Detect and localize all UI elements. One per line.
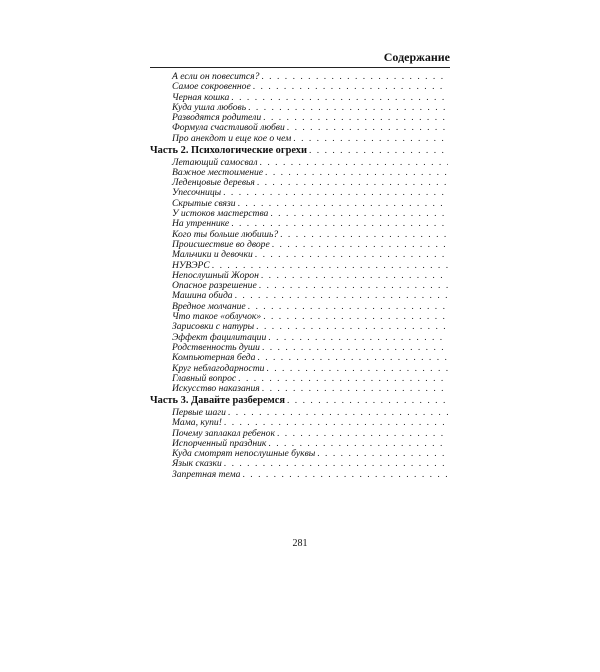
toc-title: Часть 3. Давайте разберемся [150, 395, 285, 407]
toc-title: Непослушный Жорон [172, 270, 259, 281]
toc-title: Леденцовые деревья [172, 178, 255, 189]
toc-title: Почему заплакал ребенок [172, 428, 275, 439]
toc-title: Мальчики и девочки [172, 250, 253, 261]
page-number: 281 [292, 538, 308, 549]
toc-title: Кого ты больше любишь? [172, 229, 279, 240]
toc-title: Эффект фацилитации [172, 332, 267, 343]
toc-title: На утреннике [172, 219, 230, 230]
toc-title: Важное местоимение [172, 167, 264, 178]
table-of-contents [150, 72, 450, 480]
toc-title: Язык сказки [172, 459, 222, 470]
toc-title: У истоков мастерства [172, 209, 269, 220]
toc-title: Летающий самосвал [172, 157, 258, 168]
toc-title: А если он повесится? [172, 72, 260, 82]
toc-title: Куда ушла любовь [172, 102, 247, 113]
toc-title: Самое сокровенное [172, 82, 251, 93]
toc-title: Зарисовки с натуры [172, 322, 255, 333]
toc-page-number [150, 470, 450, 480]
toc-title: Черная кошка [172, 92, 230, 103]
toc-title: Компьютерная беда [172, 353, 256, 364]
toc-title: Часть 2. Психологические огрехи [150, 145, 307, 157]
toc-entry [150, 470, 450, 480]
toc-title: Запретная тема [172, 469, 241, 480]
toc-title: Родственность души [172, 342, 260, 353]
header-rule [150, 67, 450, 68]
toc-title: Упесочницы [172, 188, 222, 199]
toc-title: Машина обида [172, 291, 233, 302]
toc-title: Происшествие во дворе [172, 239, 270, 250]
toc-title: НУВЭРС [172, 260, 210, 271]
toc-title: Про анекдот и еще кое о чем [172, 133, 292, 144]
toc-title: Вредное молчание [172, 301, 246, 312]
toc-title: Разводятся родители [172, 113, 262, 124]
running-header: Содержание [383, 50, 450, 64]
toc-title: Опасное разрешение [172, 281, 257, 292]
toc-title: Куда смотрят непослушные буквы [172, 449, 316, 460]
toc-title: Главный вопрос [172, 373, 237, 384]
toc-title: Мама, купи! [172, 418, 222, 429]
toc-title: Искусство наказания [172, 384, 260, 395]
toc-title: Испорченный праздник [172, 438, 267, 449]
toc-title: Скрытые связи [172, 198, 236, 209]
toc-title: Круг неблагодарности [172, 363, 265, 374]
toc-title: Первые шаги [172, 407, 226, 418]
toc-title: Формула счастливой любви [172, 123, 285, 134]
toc-title: Что такое «облучок» [172, 312, 262, 323]
